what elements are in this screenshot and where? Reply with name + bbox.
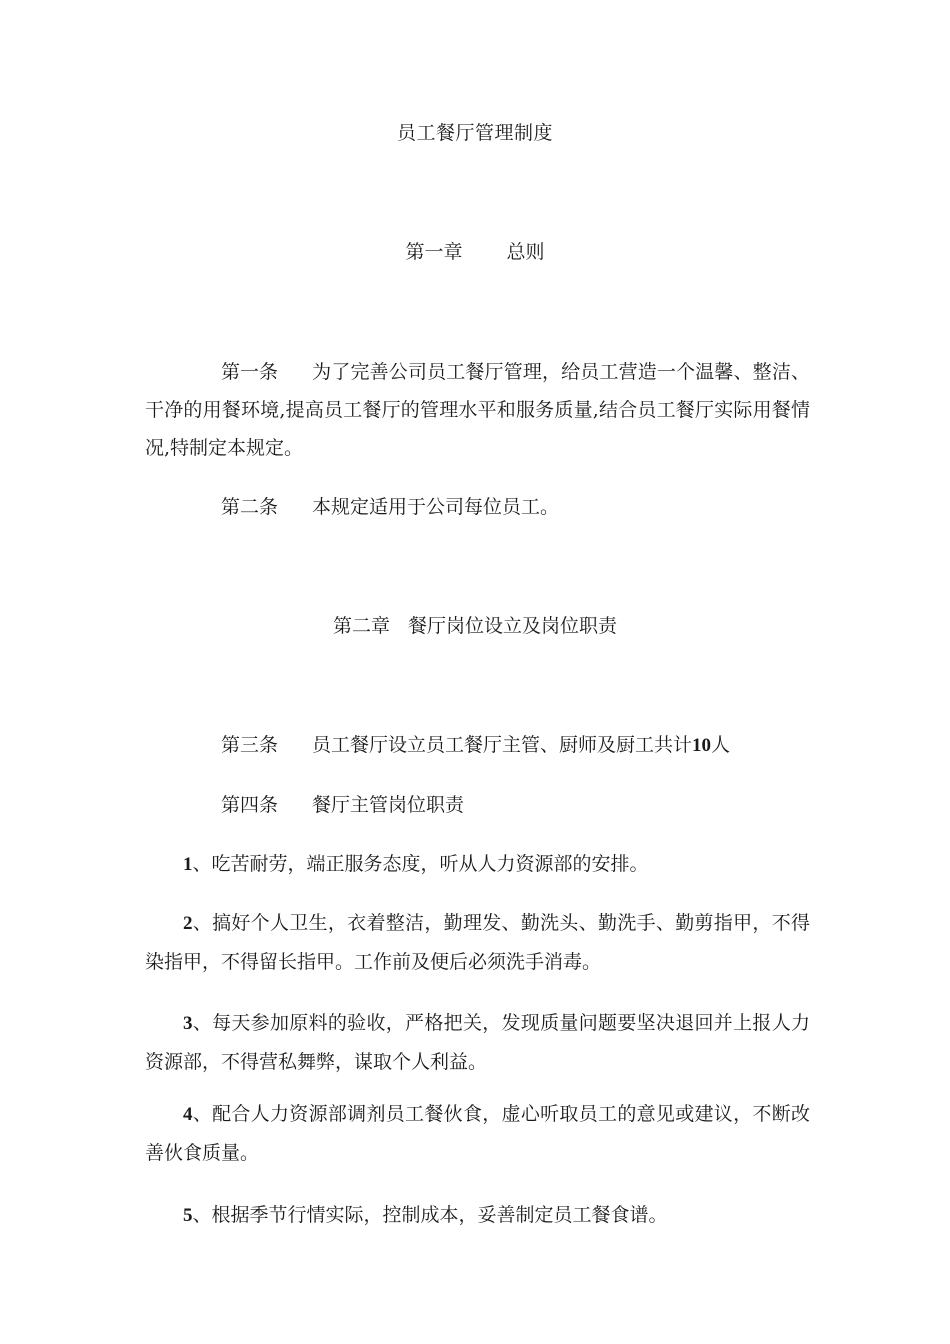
article-3	[145, 726, 810, 765]
duty-item-4	[145, 1095, 810, 1172]
duty-text: 、根据季节行情实际，控制成本，妥善制定员工餐食谱。	[192, 1204, 668, 1226]
duty-number: 1	[183, 854, 193, 875]
chapter-number: 第二章	[332, 615, 390, 637]
article-1	[145, 353, 810, 467]
staff-count: 10	[692, 735, 712, 756]
article-label: 第三条	[221, 734, 279, 756]
document-title: 员工餐厅管理制度	[396, 122, 553, 144]
article-2	[145, 488, 810, 526]
article-label: 第四条	[221, 794, 279, 816]
chapter-heading-1	[0, 239, 950, 265]
duty-number: 2	[183, 913, 193, 934]
duty-item-2	[145, 904, 810, 981]
duty-number: 3	[183, 1013, 193, 1034]
article-text-end: 人	[711, 734, 731, 756]
chapter-name: 餐厅岗位设立及岗位职责	[408, 615, 618, 637]
duty-text: 、搞好个人卫生，衣着整洁，勤理发、勤洗头、勤洗手、勤剪指甲，不得染指甲，不得留长指甲。工作前及便后必须洗手消毒。	[145, 912, 810, 973]
duty-text: 、吃苦耐劳，端正服务态度，听从人力资源部的安排。	[192, 853, 649, 875]
duty-text: 、每天参加原料的验收，严格把关，发现质量问题要坚决退回并上报人力资源部，不得营私舞弊，谋取个人利益。	[145, 1012, 810, 1073]
chapter-heading-2	[0, 613, 950, 639]
article-4	[145, 786, 810, 824]
chapter-number: 第一章	[405, 241, 463, 263]
article-label: 第一条	[221, 361, 279, 383]
article-text: 为了完善公司员工餐厅管理，给员工营造一个温馨、整洁、干净的用餐环境,提高员工餐厅的管理水平和服务质量,结合员工餐厅实际用餐情况,特制定本规定。	[145, 361, 810, 459]
duty-item-1	[145, 845, 810, 884]
article-text: 员工餐厅设立员工餐厅主管、厨师及厨工共计	[312, 734, 693, 756]
duty-number: 5	[183, 1205, 193, 1226]
article-text: 本规定适用于公司每位员工。	[312, 496, 560, 518]
duty-item-3	[145, 1004, 810, 1081]
chapter-name: 总则	[506, 241, 545, 263]
article-text: 餐厅主管岗位职责	[312, 794, 465, 816]
duty-number: 4	[183, 1104, 193, 1125]
duty-item-5	[145, 1196, 810, 1235]
article-label: 第二条	[221, 496, 279, 518]
duty-text: 、配合人力资源部调剂员工餐伙食，虚心听取员工的意见或建议，不断改善伙食质量。	[145, 1103, 810, 1164]
